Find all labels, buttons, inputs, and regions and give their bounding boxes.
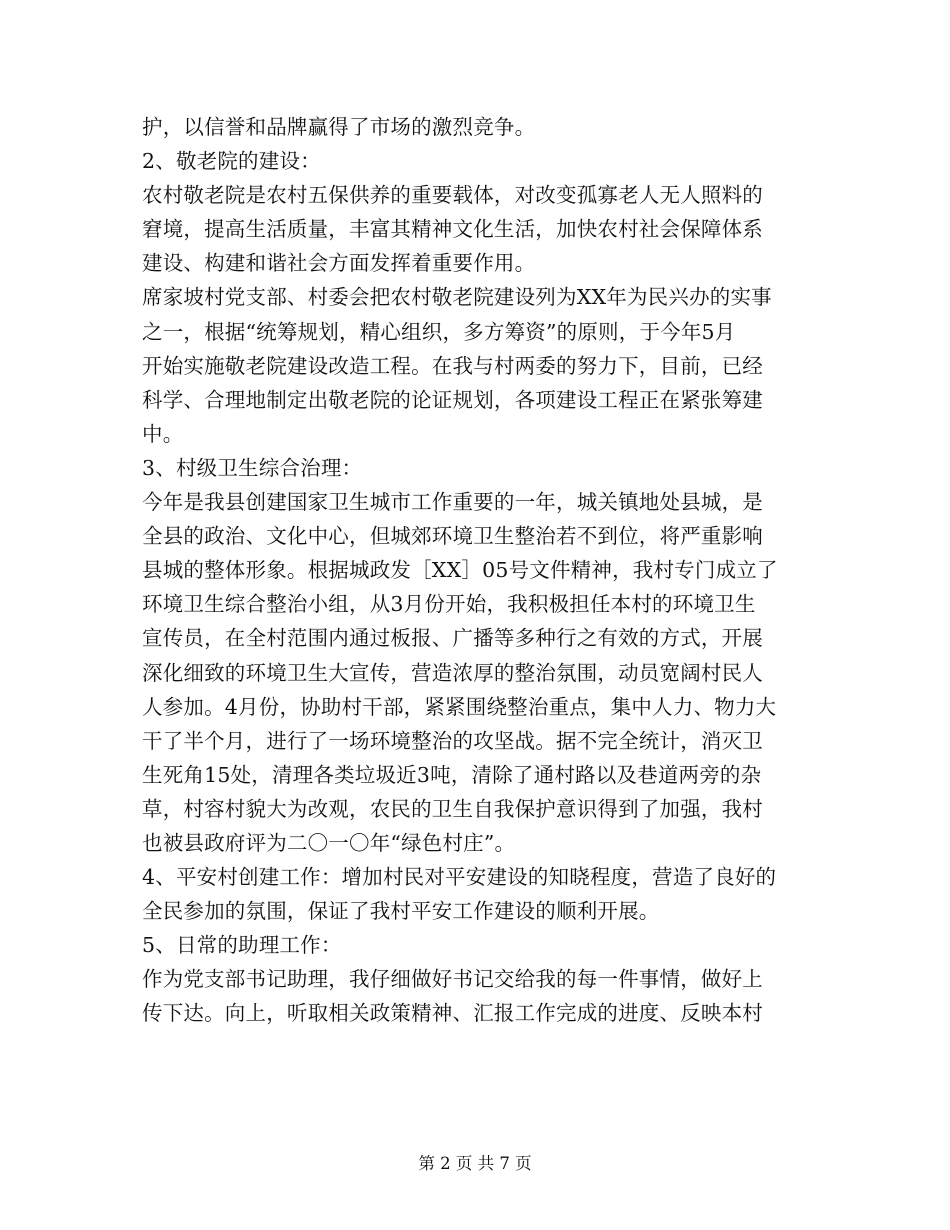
text-line: 宣传员，在全村范围内通过板报、广播等多种行之有效的方式，开展 <box>142 626 763 651</box>
text-line: 人参加。4月份，协助村干部，紧紧围绕整治重点，集中人力、物力大 <box>142 694 777 719</box>
text-line: 护，以信誉和品牌赢得了市场的激烈竞争。 <box>142 115 536 139</box>
text-line: 之一，根据“统筹规划，精心组织，多方筹资”的原则，于今年5月 <box>142 319 736 344</box>
text-line: 窘境，提高生活质量，丰富其精神文化生活，加快农村社会保障体系 <box>142 217 763 242</box>
text-line: 今年是我县创建国家卫生城市工作重要的一年，城关镇地处县城，是 <box>142 490 763 515</box>
text-line: 开始实施敬老院建设改造工程。在我与村两委的努力下，目前，已经 <box>142 353 763 378</box>
section-heading: 3、村级卫生综合治理： <box>142 455 363 480</box>
text-line: 传下达。向上，听取相关政策精神、汇报工作完成的进度、反映本村 <box>142 1001 763 1026</box>
text-line: 环境卫生综合整治小组，从3月份开始，我积极担任本村的环境卫生 <box>142 592 756 617</box>
section-heading: 2、敬老院的建设： <box>142 149 321 174</box>
text-line: 席家坡村党支部、村委会把农村敬老院建设列为XX年为民兴办的实事 <box>142 285 772 310</box>
text-line: 农村敬老院是农村五保供养的重要载体，对改变孤寡老人无人照料的 <box>142 183 763 208</box>
text-line: 全民参加的氛围，保证了我村平安工作建设的顺利开展。 <box>142 899 660 924</box>
text-line: 全县的政治、文化中心，但城郊环境卫生整治若不到位，将严重影响 <box>142 524 763 549</box>
page-number-footer: 第 2 页 共 7 页 <box>418 1154 532 1173</box>
text-line: 深化细致的环境卫生大宣传，营造浓厚的整治氛围，动员宽阔村民人 <box>142 660 763 685</box>
text-line: 生死角15处，清理各类垃圾近3吨，清除了通村路以及巷道两旁的杂 <box>142 762 762 787</box>
text-line: 科学、合理地制定出敬老院的论证规划，各项建设工程正在紧张筹建 <box>142 387 763 412</box>
document-body <box>142 110 832 1031</box>
section-heading: 5、日常的助理工作： <box>142 933 342 958</box>
text-line: 中。 <box>142 421 184 446</box>
text-line: 也被县政府评为二〇一〇年“绿色村庄”。 <box>142 830 516 855</box>
text-line: 干了半个月，进行了一场环境整治的攻坚战。据不完全统计，消灭卫 <box>142 728 763 753</box>
section-heading: 4、平安村创建工作：增加村民对平安建设的知晓程度，营造了良好的 <box>142 865 777 890</box>
text-line: 县城的整体形象。根据城政发［XX］05号文件精神，我村专门成立了 <box>142 558 778 583</box>
text-line: 建设、构建和谐社会方面发挥着重要作用。 <box>142 251 536 276</box>
text-line: 作为党支部书记助理，我仔细做好书记交给我的每一件事情，做好上 <box>142 967 763 992</box>
text-line: 草，村容村貌大为改观，农民的卫生自我保护意识得到了加强，我村 <box>142 796 763 821</box>
